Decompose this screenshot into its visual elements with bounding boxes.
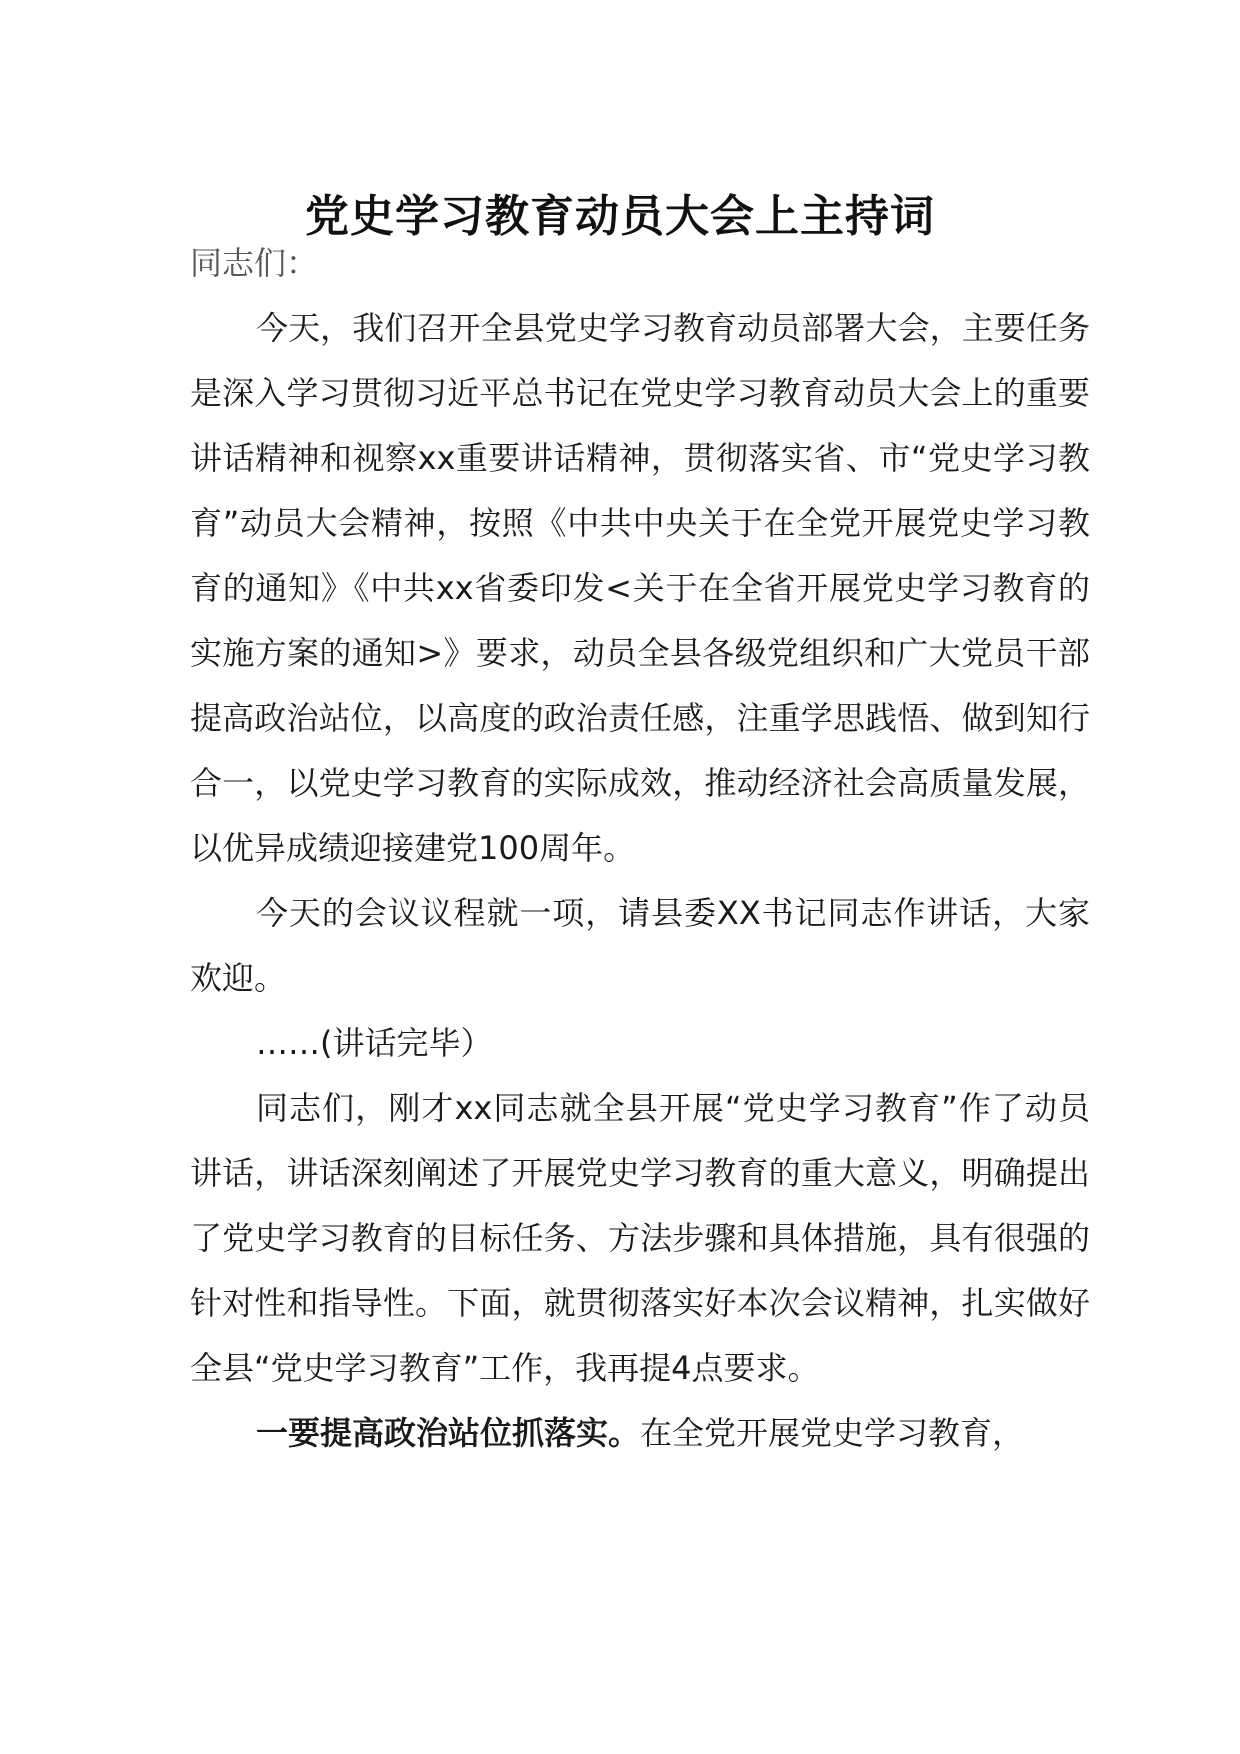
salutation: 同志们：: [190, 244, 319, 282]
point-one-heading: 一要提高政治站位抓落实。: [256, 1414, 641, 1452]
paragraph-point-one: [190, 1401, 1090, 1466]
paragraph-summary: 同志们，刚才xx同志就全县开展“党史学习教育”作了动员讲话，讲话深刻阐述了开展党史学习教育的重大意义，明确提出了党史学习教育的目标任务、方法步骤和具体措施，具有很强的针对性和指导性。下面，就贯彻落实好本次会议精神，扎实做好全县“党史学习教育”工作，我再提4点要求。: [190, 1089, 1090, 1387]
paragraph-speech-end: ……(讲话完毕）: [256, 1024, 493, 1062]
paragraph-agenda: 今天的会议议程就一项，请县委XX书记同志作讲话，大家欢迎。: [190, 894, 1090, 997]
document-body: [190, 231, 1090, 1466]
point-one-text: 在全党开展党史学习教育，: [640, 1414, 1025, 1452]
paragraph-opening: 今天，我们召开全县党史学习教育动员部署大会，主要任务是深入学习贯彻习近平总书记在党史学习教育动员大会上的重要讲话精神和视察xx重要讲话精神，贯彻落实省、市“党史学习教育”动员大会精神，按照《中共中央关于在全党开展党史学习教育的通知》《中共xx省委印发<关于在全省开展党史学习教育的实施方案的通知>》要求，动员全县各级党组织和广大党员干部提高政治站位，以高度的政治责任感，注重学思践悟、做到知行合一，以党史学习教育的实际成效，推动经济社会高质量发展，以优异成绩迎接建党100周年。: [190, 309, 1090, 867]
document-title: 党史学习教育动员大会上主持词: [305, 191, 935, 243]
